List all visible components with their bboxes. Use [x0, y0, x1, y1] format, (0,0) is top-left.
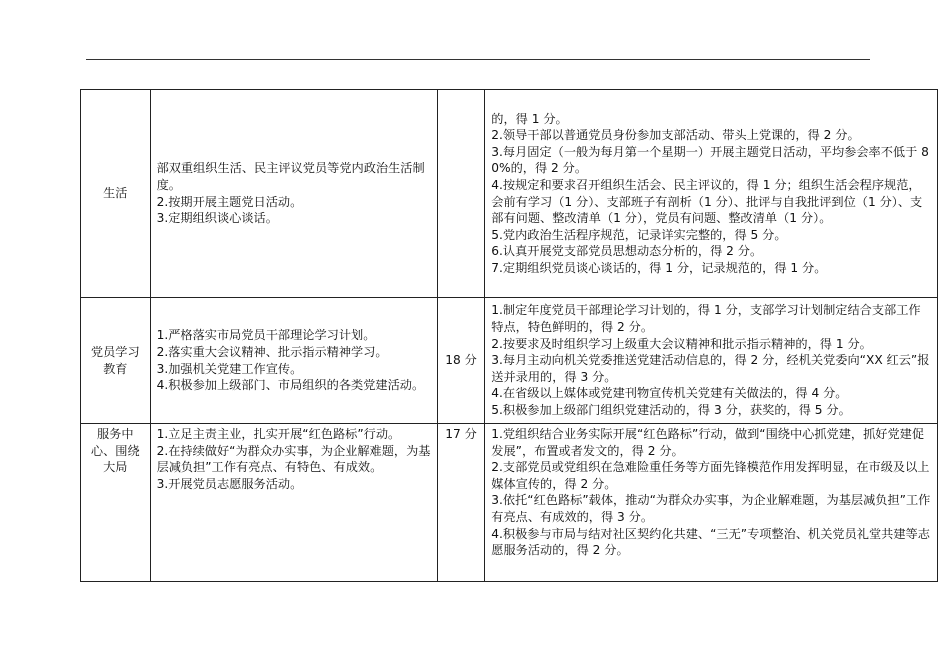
standard-item: 7.定期组织党员谈心谈话的，得 1 分，记录规范的，得 1 分。: [491, 260, 827, 275]
requirement-item: 4.积极参加上级部门、市局组织的各类党建活动。: [156, 378, 425, 393]
standards-cell: [485, 90, 938, 298]
standard-item: 2.领导干部以普通党员身份参加支部活动、带头上党课的，得 2 分。: [491, 128, 860, 143]
score-cell: [437, 90, 484, 298]
standards-cell: [485, 424, 938, 582]
standard-item: 4.在省级以上媒体或党建刊物宣传机关党建有关做法的，得 4 分。: [491, 386, 848, 401]
standards-cell: [485, 298, 938, 424]
requirement-item: 1.严格落实市局党员干部理论学习计划。: [156, 328, 376, 343]
header-rule: [86, 59, 870, 60]
requirement-item: 2.落实重大会议精神、批示指示精神学习。: [156, 344, 388, 359]
requirement-item: 3.加强机关党建工作宣传。: [156, 361, 303, 376]
requirement-item: 2.在持续做好“为群众办实事，为企业解难题，为基层减负担”工作有亮点、有特色、有成效。: [156, 443, 431, 475]
category-label: 党员学习教育: [90, 344, 140, 376]
requirement-item: 2.按期开展主题党日活动。: [156, 194, 303, 209]
score-value: 18 分: [445, 353, 477, 368]
table-row: [81, 424, 938, 582]
standard-item: 4.积极参与市局与结对社区契约化共建、“三无”专项整治、机关党员礼堂共建等志愿服务活动的，得 2 分。: [491, 526, 930, 558]
standard-item: 2.支部党员或党组织在急难险重任务等方面先锋模范作用发挥明显，在市级及以上媒体宣传的，得 2 分。: [491, 460, 930, 491]
category-cell: [81, 90, 151, 298]
score-cell: [437, 424, 484, 582]
requirements-cell: [150, 90, 437, 298]
standard-item: 的，得 1 分。: [491, 111, 568, 126]
standard-item: 3.每月固定（一般为每月第一个星期一）开展主题党日活动，平均参会率不低于 80%的，得 2 分。: [491, 144, 929, 176]
standard-item: 5.党内政治生活程序规范，记录详实完整的，得 5 分。: [491, 227, 787, 242]
category-label: 生活: [103, 186, 128, 201]
requirement-item: 3.开展党员志愿服务活动。: [156, 476, 303, 491]
standard-item: 1.党组织结合业务实际开展“红色路标”行动，做到“围绕中心抓党建，抓好党建促发展”，布置或者发文的，得 2 分。: [491, 427, 925, 458]
standard-item: 5.积极参加上级部门组织党建活动的，得 3 分，获奖的，得 5 分。: [491, 402, 851, 417]
standard-item: 3.依托“红色路标”载体，推动“为群众办实事，为企业解难题，为基层减负担”工作有亮点、有成效的，得 3 分。: [491, 493, 931, 524]
standard-item: 1.制定年度党员干部理论学习计划的，得 1 分，支部学习计划制定结合支部工作特点，特色鲜明的，得 2 分。: [491, 303, 921, 335]
standard-item: 6.认真开展党支部党员思想动态分析的，得 2 分。: [491, 244, 763, 259]
score-value: 17 分: [445, 427, 477, 441]
standard-item: 4.按规定和要求召开组织生活会、民主评议的，得 1 分；组织生活会程序规范，会前有学习（1 分）、支部班子有剖析（1 分）、批评与自我批评到位（1 分）、支部有问题、整改清单（1 分），党员有问题、整改清单（1 分）。: [491, 177, 923, 226]
standard-item: 2.按要求及时组织学习上级重大会议精神和批示指示精神的，得 1 分。: [491, 336, 872, 351]
evaluation-table: [80, 89, 938, 582]
requirement-item: 1.立足主责主业，扎实开展“红色路标”行动。: [156, 427, 401, 441]
standard-item: 3.每月主动向机关党委推送党建活动信息的，得 2 分，经机关党委向“XX 红云”报送并录用的，得 3 分。: [491, 353, 930, 384]
requirement-item: 部双重组织生活、民主评议党员等党内政治生活制度。: [156, 161, 425, 192]
category-cell: [81, 298, 151, 424]
score-cell: [437, 298, 484, 424]
table-row: [81, 298, 938, 424]
requirements-cell: [150, 298, 437, 424]
category-label: 服务中心、围绕大局: [90, 427, 140, 475]
requirements-cell: [150, 424, 437, 582]
table-row: [81, 90, 938, 298]
category-cell: [81, 424, 151, 582]
requirement-item: 3.定期组织谈心谈话。: [156, 211, 278, 226]
